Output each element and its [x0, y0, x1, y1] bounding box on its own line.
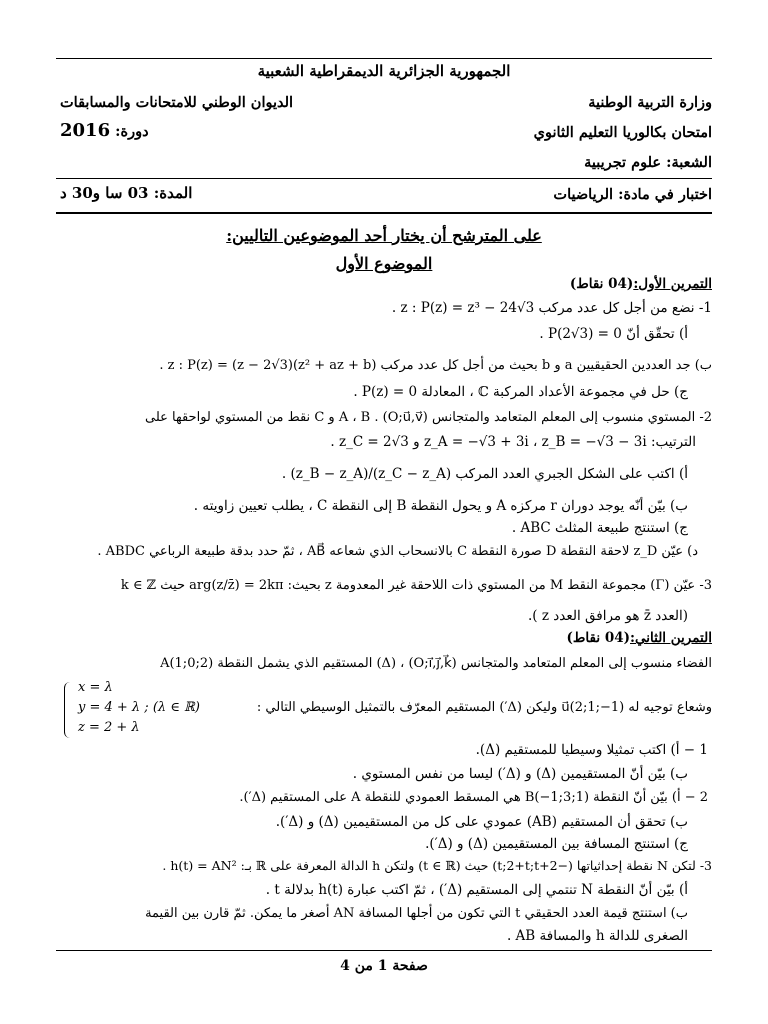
- exercise-2-title: التمرين الثاني:: [630, 630, 712, 646]
- exercise-1-title: التمرين الأول:: [633, 276, 712, 292]
- parametric-system: [64, 680, 214, 740]
- ex2-line-7: ج) استنتج المسافة بين المستقيمين (Δ) و (Δ′).: [425, 836, 688, 852]
- header-rule-1: [56, 178, 712, 179]
- republic-title: الجمهورية الجزائرية الديمقراطية الشعبية: [257, 62, 511, 80]
- ex1-line-6: الترتيب: z_A = −√3 + 3i ، z_B = −√3 − 3i و z_C = 2√3 .: [330, 434, 696, 450]
- system-eq-3: z = 2 + λ: [78, 720, 140, 735]
- ex2-line-2: وشعاع توجيه له u⃗(2;1;−1) وليكن (Δ′) المستقيم المعرّف بالتمثيل الوسيطي التالي :: [256, 700, 712, 715]
- footer-rule: [56, 950, 712, 951]
- page-number: صفحة 1 من 4: [340, 958, 428, 974]
- ex1-line-4: ج) حل في مجموعة الأعداد المركبة ℂ ، المعادلة P(z) = 0 .: [353, 384, 688, 400]
- ex1-line-7: أ) اكتب على الشكل الجبري العدد المركب (z_C − z_A)/(z_B − z_A) .: [281, 466, 688, 482]
- ex1-line-9: ج) استنتج طبيعة المثلث ABC .: [511, 520, 688, 536]
- exercise-1-heading: [56, 276, 712, 292]
- ex1-line-2: أ) تحقّق أنّ P(2√3) = 0 .: [539, 326, 688, 342]
- ex2-line-11: الصغرى للدالة h والمسافة AB .: [506, 928, 688, 944]
- subject-label: اختبار في مادة: الرياضيات: [553, 186, 712, 203]
- exam-label: امتحان بكالوريا التعليم الثانوي: [533, 124, 712, 141]
- session-text: دورة:: [115, 123, 149, 140]
- ex2-line-5: 2 − أ) بيّن أنّ النقطة B(−1;3;1) هي المسقط العمودي للنقطة A على المستقيم (Δ′).: [239, 790, 708, 805]
- exercise-2-heading: [56, 630, 712, 646]
- system-brace: [64, 682, 73, 738]
- topic-title: الموضوع الأول: [335, 254, 433, 273]
- ex1-line-5: 2- المستوي منسوب إلى المعلم المتعامد والمتجانس (O;u⃗,v⃗) . A ، B و C نقط من المستوي لواحقها على: [145, 410, 712, 425]
- session-year: 2016: [60, 120, 111, 141]
- ex2-line-9: أ) بيّن أنّ النقطة N تنتمي إلى المستقيم (Δ′) ، ثمّ اكتب عبارة h(t) بدلالة t .: [265, 882, 688, 898]
- top-rule: [56, 58, 712, 59]
- ex1-line-10: د) عيّن z_D لاحقة النقطة D صورة النقطة C بالانسحاب الذي شعاعه AB⃗ ، ثمّ حدد بدقة طبيعة الرباعي ABDC .: [97, 544, 698, 559]
- ex1-line-12: (العدد z̄ هو مرافق العدد z ).: [527, 608, 688, 624]
- ex1-line-1: 1- نضع من أجل كل عدد مركب z : P(z) = z³ − 24√3 .: [391, 300, 712, 316]
- system-eq-1: x = λ: [78, 680, 113, 695]
- ex1-line-8: ب) بيّن أنّه يوجد دوران r مركزه A و يحول النقطة B إلى النقطة C ، يطلب تعيين زاويته .: [193, 498, 688, 514]
- ex1-line-11: 3- عيّن (Γ) مجموعة النقط M من المستوي ذات اللاحقة غير المعدومة z بحيث: arg(z/z̄) = 2kπ حيث k ∈ ℤ: [120, 578, 712, 593]
- ex2-line-10: ب) استنتج قيمة العدد الحقيقي t التي تكون من أجلها المسافة AN أصغر ما يمكن. ثمّ قارن بين القيمة: [145, 906, 688, 921]
- exercise-1-points: (04 نقاط): [569, 276, 634, 292]
- ex2-line-8: 3- لتكن N نقطة إحداثياتها (−2+t;2+t;t) حيث (t ∈ ℝ) ولتكن h الدالة المعرفة على ℝ بـ: h(t) = AN² .: [162, 858, 712, 873]
- exercise-2-points: (04 نقاط): [566, 630, 631, 646]
- ex2-line-6: ب) تحقق أن المستقيم (AB) عمودي على كل من المستقيمين (Δ) و (Δ′).: [275, 814, 688, 830]
- ex2-line-1: الفضاء منسوب إلى المعلم المتعامد والمتجانس (O;i⃗,j⃗,k⃗) ، (Δ) المستقيم الذي يشمل النقطة A(1;0;2): [160, 656, 712, 671]
- ministry-label: وزارة التربية الوطنية: [588, 94, 712, 111]
- ex2-line-3: 1 − أ) اكتب تمثيلا وسيطيا للمستقيم (Δ).: [475, 742, 708, 758]
- duration-label: المدة: 03 سا و30 د: [60, 184, 193, 202]
- header-rule-2: [56, 212, 712, 214]
- office-label: الديوان الوطني للامتحانات والمسابقات: [60, 94, 294, 111]
- system-eq-2: y = 4 + λ ; (λ ∈ ℝ): [78, 700, 200, 715]
- ex1-line-3: ب) جد العددين الحقيقيين a و b بحيث من أجل كل عدد مركب z : P(z) = (z − 2√3)(z² + az + b) .: [159, 358, 712, 373]
- branch-label: الشعبة: علوم تجريبية: [584, 154, 712, 171]
- instruction: على المترشح أن يختار أحد الموضوعين التاليين:: [226, 226, 542, 245]
- ex2-line-4: ب) بيّن أنّ المستقيمين (Δ) و (Δ′) ليسا من نفس المستوي .: [352, 766, 688, 782]
- session-label: [60, 120, 149, 141]
